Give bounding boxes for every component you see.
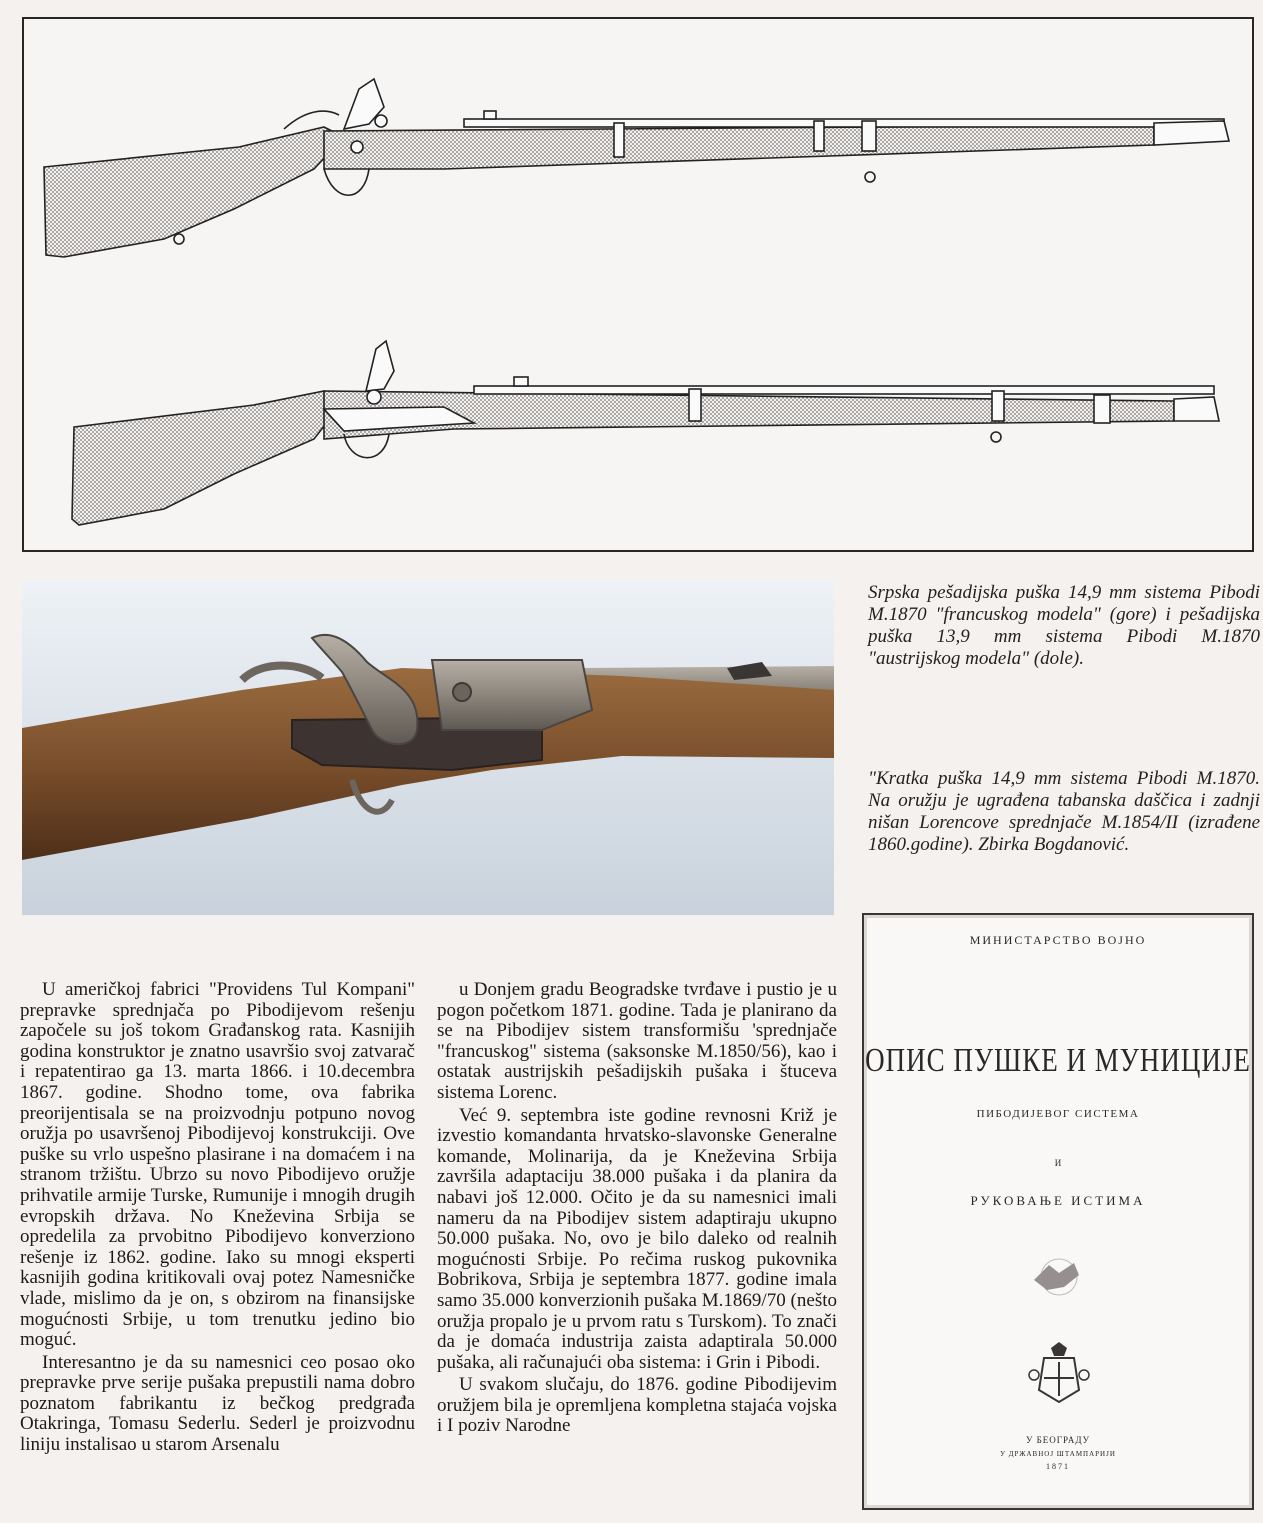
rifle-drawing-frame [22, 17, 1254, 552]
caption-rifles: Srpska pešadijska puška 14,9 mm sistema Pibodi M.1870 "francuskog modela" (gore) i pešadijska puška 13,9 mm sistema Pibodi M.1870 "austrijskog modela" (dole). [868, 582, 1260, 669]
paragraph: U svakom slučaju, do 1876. godine Pibodijevim oružjem bila je opremljena kompletna stajaća vojska i I poziv Narodne [437, 1374, 837, 1437]
cover-handling: РУКОВАЊЕ ИСТИМА [970, 1193, 1146, 1208]
article-column-2 [437, 980, 837, 1437]
paragraph: u Donjem gradu Beogradske tvrđave i pustio je u pogon početkom 1871. godine. Tada je planirano da se na Pibodijev sistem transformišu 'sprednjače "francuskog" sistema (saksonske M.1850/56), kao i ostatak austrijskih pešadijskih pušaka i štuceva sistema Lorenc. [437, 979, 837, 1103]
rifle-lower-drawing [72, 341, 1219, 525]
rifle-photo-illustration [22, 580, 834, 915]
rifle-drawings [24, 19, 1256, 554]
cover-conjunction: И [1054, 1158, 1062, 1168]
manual-cover [862, 913, 1254, 1510]
caption-short-rifle: "Kratka puška 14,9 mm sistema Pibodi M.1870. Na oružju je ugrađena tabanska daščica i zadnji nišan Lorencove sprednjače M.1854/II (izrađene 1860.godine). Zbirka Bogdanović. [868, 768, 1260, 855]
article-column-1 [20, 980, 415, 1456]
rifle-upper-drawing [44, 79, 1229, 257]
paragraph: Već 9. septembra iste godine revnosni Križ je izvestio komandanta hrvatsko-slavonske Generalne komande, Molinarija, da je Kneževina Srbija završila adaptaciju 38.000 pušaka i da planira da nabavi još 12.000. Očito je da su namesnici imali nameru da na Pibodijev sistem adaptiraju ukupno 50.000 pušaka. No, ovo je bilo daleko od realnih mogućnosti Srbije. Po rečima ruskog pukovnika Bobrikova, Srbija je septembra 1877. godine imala samo 35.000 konverzionih pušaka M.1869/70 (nešto oružja propalo je u prvom ratu s Turskom). To znači da je domaća industrija zaista adaptirala 50.000 pušaka, ali računajući oba sistema: i Grin i Pibodi. [437, 1104, 837, 1373]
rifle-lock-photo [22, 580, 834, 915]
paragraph: Interesantno je da su namesnici ceo posao oko prepravke prve serije pušaka prepustili nama dobro poznatom fabrikantu iz bečkog predgrađa Otakringa, Tomasu Sederlu. Sederl je proizvodnu liniju instalisao u starom Arsenalu [20, 1351, 415, 1456]
coat-of-arms-icon [1024, 1340, 1094, 1410]
cover-title: ОПИС ПУШКЕ И МУНИЦИЈЕ [865, 1041, 1251, 1079]
cover-city: У БЕОГРАДУ [1026, 1435, 1090, 1445]
paragraph: U američkoj fabrici "Providens Tul Kompani" prepravke sprednjača po Pibodijevom rešenju započele su još tokom Građanskog rata. Kasnijih godina konstruktor je znatno usavršio svoj zatvarač i repatentirao ga 13. marta 1866. i 10.decembra 1867. godine. Shodno tome, ova fabrika preorijentisala se na proizvodnju potpuno novog oružja po usavršenoj Pibodijevoj konstrukciji. Ove puške su vrlo uspešno plasirane i na domaćem i na stranom tržištu. Ubrzo su novo Pibodijevo oružje prihvatile armije Turske, Rumunije i mnogih drugih evropskih država. No Kneževina Srbija se opredelila za prvobitno Pibodijevo konverziono rešenje iz 1862. godine. Iako su mnogi eksperti kasnijih godina kritikovali ovaj potez Namesničke vlade, mislimo da je on, s obzirom na finansijske mogućnosti Srbije, u tom trenutku jedino bio moguć. [20, 979, 415, 1351]
cover-press: У ДРЖАВНОЈ ШТАМПАРИЈИ [1000, 1450, 1116, 1458]
cover-stamp [1029, 1255, 1089, 1300]
cover-subtitle: ПИБОДИЈЕВОГ СИСТЕМА [976, 1108, 1140, 1120]
cover-year: 1871 [1046, 1462, 1070, 1471]
cover-ministry: МИНИСТАРСТВО ВОЈНО [969, 933, 1147, 947]
